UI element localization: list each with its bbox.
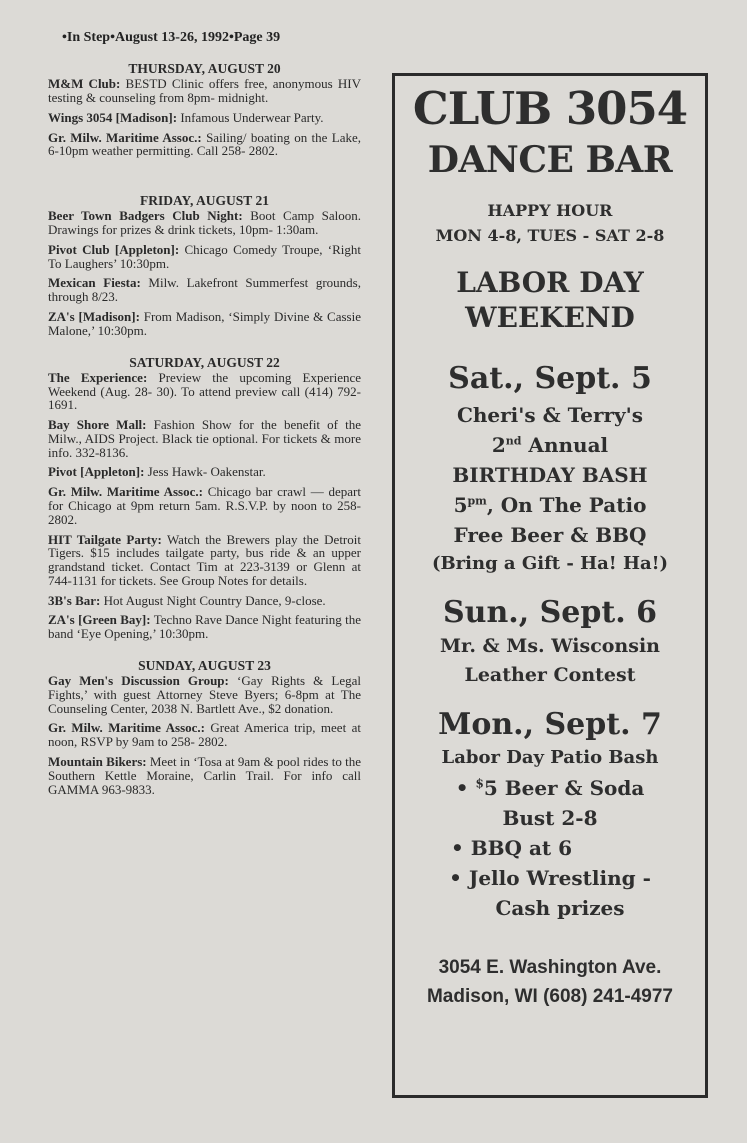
listing-item [48,276,361,304]
ad-sat-line [395,490,705,520]
ad-city-phone: Madison, WI (608) 241-4977 [426,986,674,1008]
listing-text: Chicago Comedy Troupe, ‘Right To Laughers’ 10:30pm. [48,241,361,271]
listing-item [48,594,361,608]
ad-mon-heading: Labor Day Patio Bash [441,747,659,768]
listing-org: 3B's Bar: [48,592,101,608]
listing-item [48,77,361,105]
ad-weekend-line: WEEKEND [465,301,635,334]
listing-item [48,721,361,749]
thursday-listings [48,77,361,158]
ad-mon-bullet-cont: Cash prizes [495,895,625,920]
listing-item [48,209,361,237]
ad-happy-hour: HAPPY HOUR [487,201,613,220]
listing-text: Chicago bar crawl — depart for Chicago at 9pm return 5am. R.S.V.P. by noon to 258- 2802. [48,484,361,527]
listing-text: Infamous Underwear Party. [177,109,324,125]
listing-org: M&M Club: [48,76,121,92]
listing-item [48,465,361,479]
listing-org: Gr. Milw. Maritime Assoc.: [48,484,203,500]
listing-org: The Experience: [48,369,148,385]
listing-text: Milw. Lakefront Summerfest grounds, through 8/23. [48,275,361,305]
ad-mon-bullet-cont: Bust 2-8 [502,805,598,830]
ad-sat-time: 5 [453,493,468,517]
listing-org: Mountain Bikers: [48,753,147,769]
listing-text: Sailing/ boating on the Lake, 6-10pm weather permitting. Call 258- 2802. [48,129,361,159]
ad-saturday-date: Sat., Sept. 5 [448,361,652,396]
listing-text: Techno Rave Dance Night featuring the band ‘Eye Opening,’ 10:30pm. [48,612,361,642]
listing-org: Wings 3054 [Madison]: [48,109,178,125]
ad-labor-day-line: LABOR DAY [456,266,644,299]
listing-item [48,755,361,796]
listing-item [48,533,361,588]
listing-org: HIT Tailgate Party: [48,531,162,547]
listing-org: Bay Shore Mall: [48,417,147,433]
listing-item [48,111,361,125]
page-header: •In Step•August 13-26, 1992•Page 39 [62,30,281,45]
sunday-listings [48,674,361,796]
listing-text: Boot Camp Saloon. Drawings for prizes & drink tickets, 10pm- 1:30am. [48,208,361,238]
ad-mon-beer: 5 Beer & Soda [483,775,645,800]
listing-item [48,613,361,641]
ad-address [395,953,705,1012]
ad-sunday-event [395,632,705,689]
ad-sat-annual: Annual [521,433,609,457]
ad-sat-patio: , On The Patio [486,493,647,517]
bullet-glyph: • [455,775,469,800]
ad-sat-ordinal: 2 [491,433,506,457]
ad-sat-line [395,430,705,460]
day-heading-friday: FRIDAY, AUGUST 21 [140,193,269,209]
ad-dollar-sign: $ [475,776,484,791]
ad-sat-time-suffix: pm [467,494,487,508]
saturday-listings [48,371,361,641]
listing-text: Fashion Show for the benefit of the Milw., AIDS Project. Black tie optional. For tickets & more info. 332-8136. [48,417,361,460]
listing-text: Watch the Brewers play the Detroit Tigers. $15 includes tailgate party, bus ride & an upper grandstand ticket. Contact Tim at 223-3139 or Glenn at 744-1131 for tickets. See Group Notes for details. [48,531,361,588]
listing-item [48,371,361,412]
listing-org: Beer Town Badgers Club Night: [48,208,243,224]
day-heading-saturday: SATURDAY, AUGUST 22 [129,354,280,370]
ad-sun-line: Mr. & Ms. Wisconsin [440,635,660,657]
friday-listings [48,209,361,337]
ad-club-name: CLUB 3054 [412,82,688,135]
listing-text: Preview the upcoming Experience Weekend (Aug. 28- 30). To attend preview call (414) 792- 1691. [48,369,362,413]
ad-sat-ordinal-suffix: nd [505,434,522,448]
listing-org: Gay Men's Discussion Group: [48,673,229,689]
ad-sun-line: Leather Contest [464,663,636,686]
listing-text: Jess Hawk- Oakenstar. [144,464,266,480]
listing-org: ZA's [Green Bay]: [48,612,151,628]
listing-item [48,131,361,159]
listing-org: Pivot Club [Appleton]: [48,241,180,257]
listing-org: ZA's [Madison]: [48,309,140,325]
ad-dance-bar: DANCE BAR [427,139,673,181]
ad-mon-bullet [395,773,705,803]
ad-sat-line: (Bring a Gift - Ha! Ha!) [431,553,669,574]
listing-text: Hot August Night Country Dance, 9-close. [100,592,326,608]
day-heading-sunday: SUNDAY, AUGUST 23 [138,657,271,673]
listing-item [48,418,361,459]
listing-text: Great America trip, meet at noon, RSVP by 9am to 258- 2802. [48,720,361,750]
ad-saturday-event [395,400,705,577]
ad-monday-list [395,773,705,923]
ad-sat-line: Free Beer & BBQ [453,523,647,547]
ad-sat-line: BIRTHDAY BASH [452,463,648,487]
listing-item [48,243,361,271]
ad-hours: MON 4-8, TUES - SAT 2-8 [435,226,665,245]
listing-item [48,310,361,338]
ad-mon-bullet: • BBQ at 6 [451,835,573,860]
listing-item [48,674,361,715]
listing-org: Pivot [Appleton]: [48,464,145,480]
listing-item [48,485,361,526]
day-heading-thursday: THURSDAY, AUGUST 20 [128,61,281,76]
ad-monday-date: Mon., Sept. 7 [438,707,662,742]
calendar-column [48,62,361,802]
listing-text: From Madison, ‘Simply Divine & Cassie Malone,’ 10:30pm. [48,309,361,338]
ad-street: 3054 E. Washington Ave. [438,956,662,978]
ad-sunday-date: Sun., Sept. 6 [443,595,657,630]
listing-text: Meet in ‘Tosa at 9am & pool rides to the Southern Kettle Moraine, Carlin Trail. For info call GAMMA 963-9833. [48,753,362,797]
ad-labor-day-heading [395,265,705,335]
listing-org: Gr. Milw. Maritime Assoc.: [48,720,205,736]
listing-org: Mexican Fiesta: [48,275,141,291]
club-3054-ad [392,73,708,1098]
ad-mon-bullet: • Jello Wrestling - [449,865,651,890]
ad-sat-line: Cheri's & Terry's [456,403,644,427]
listing-org: Gr. Milw. Maritime Assoc.: [48,129,202,145]
listing-text: BESTD Clinic offers free, anonymous HIV testing & counseling from 8pm- midnight. [48,76,361,106]
listing-text: ‘Gay Rights & Legal Fights,’ with guest Attorney Steve Byers; 6-8pm at The Counseling Center, 2038 N. Bartlett Ave., $2 donation. [48,673,361,716]
